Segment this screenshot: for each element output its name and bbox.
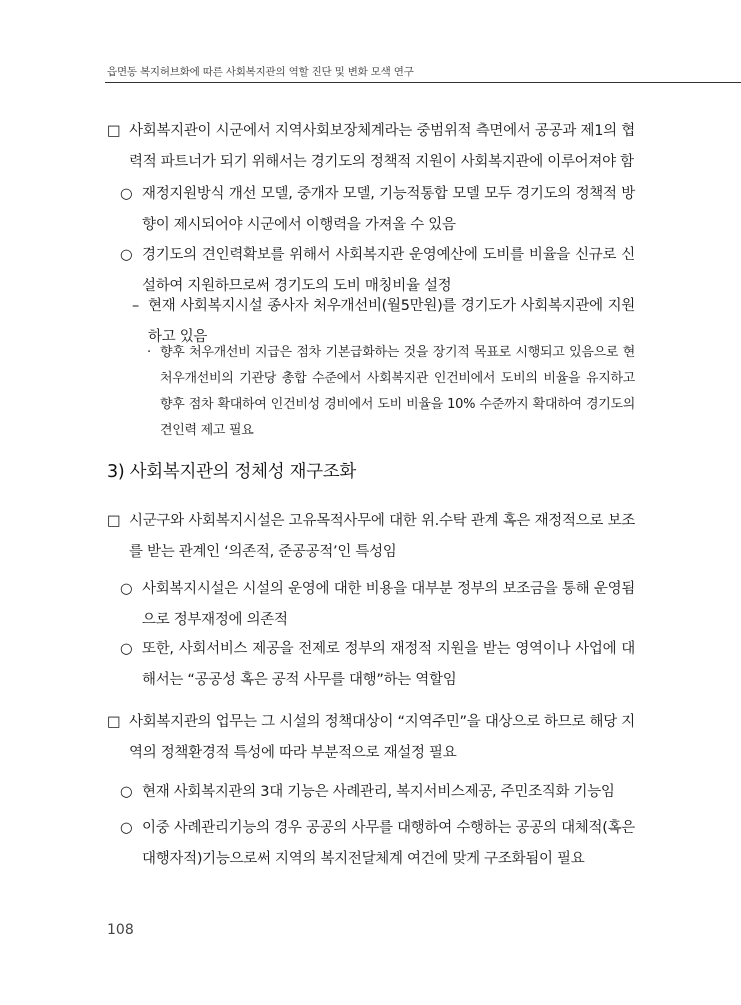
circle-bullet-icon: ○ [120,186,133,202]
paragraph-text: 또한, 사회서비스 제공을 전제로 정부의 재정적 지원을 받는 영역이나 사업에 대해서는 “공공성 혹은 공적 사무를 대행”하는 역할임 [142,641,635,688]
paragraph-text: 사회복지관이 시군에서 지역사회보장체계라는 중범위적 측면에서 공공과 제1의 협력적 파트너가 되기 위해서는 경기도의 정책적 지원이 사회복지관에 이루어져야 함 [129,123,635,170]
paragraph-circle-2-1 [120,574,635,636]
header-rule [105,82,741,83]
paragraph-text: 현재 사회복지시설 종사자 처우개선비(월5만원)를 경기도가 사회복지관에 지원하고 있음 [148,298,635,345]
page-number: 108 [107,922,134,938]
dash-bullet-icon: – [132,298,139,314]
section-heading: 3) 사회복지관의 정체성 재구조화 [107,462,357,482]
paragraph-text: 재정지원방식 개선 모델, 중개자 모델, 기능적통합 모델 모두 경기도의 정책적 방향이 제시되어야 시군에서 이행력을 가져올 수 있음 [142,186,635,233]
paragraph-circle-3-2 [120,813,635,875]
square-bullet-icon: □ [107,123,121,139]
circle-bullet-icon: ○ [120,247,133,263]
paragraph-text: 사회복지관의 업무는 그 시설의 정책대상이 “지역주민”을 대상으로 하므로 해당 지역의 정책환경적 특성에 따라 부분적으로 재설정 필요 [129,714,635,761]
paragraph-circle-3-1 [120,777,635,808]
paragraph-text: 향후 처우개선비 지급은 점차 기본급화하는 것을 장기적 목표로 시행되고 있음으로 현 처우개선비의 기관당 총합 수준에서 사회복지관 인건비에서 도비의 비율을 유지하고 향후 점차 확대하여 인건비성 경비에서 도비 비율을 10% 수준까지 확대하여 경기도의 견인력 제고 필요 [160,345,635,438]
paragraph-square-1 [107,116,635,178]
paragraph-text: 시군구와 사회복지시설은 고유목적사무에 대한 위.수탁 관계 혹은 재정적으로 보조를 받는 관계인 ‘의존적, 준공공적’인 특성임 [129,513,635,560]
dot-bullet-icon: · [147,345,151,360]
circle-bullet-icon: ○ [120,581,133,597]
circle-bullet-icon: ○ [120,641,133,657]
paragraph-square-3 [107,707,635,769]
paragraph-dot-1-2-1-1 [145,340,635,444]
square-bullet-icon: □ [107,714,121,730]
paragraph-circle-2-2 [120,634,635,696]
paragraph-text: 사회복지시설은 시설의 운영에 대한 비용을 대부분 정부의 보조금을 통해 운영됨으로 정부재정에 의존적 [142,581,635,628]
paragraph-text: 현재 사회복지관의 3대 기능은 사례관리, 복지서비스제공, 주민조직화 기능임 [142,784,615,800]
paragraph-circle-1-1 [120,179,635,241]
paragraph-text: 경기도의 견인력확보를 위해서 사회복지관 운영예산에 도비를 비율을 신규로 신설하여 지원하므로써 경기도의 도비 매칭비율 설정 [142,247,635,294]
paragraph-text: 이중 사례관리기능의 경우 공공의 사무를 대행하여 수행하는 공공의 대체적(혹은 대행자적)기능으로써 지역의 복지전달체계 여건에 맞게 구조화됨이 필요 [142,820,635,867]
square-bullet-icon: □ [107,513,121,529]
running-header: 읍면동 복지허브화에 따른 사회복지관의 역할 진단 및 변화 모색 연구 [107,66,414,78]
circle-bullet-icon: ○ [120,820,133,836]
circle-bullet-icon: ○ [120,784,133,800]
paragraph-square-2 [107,506,635,568]
